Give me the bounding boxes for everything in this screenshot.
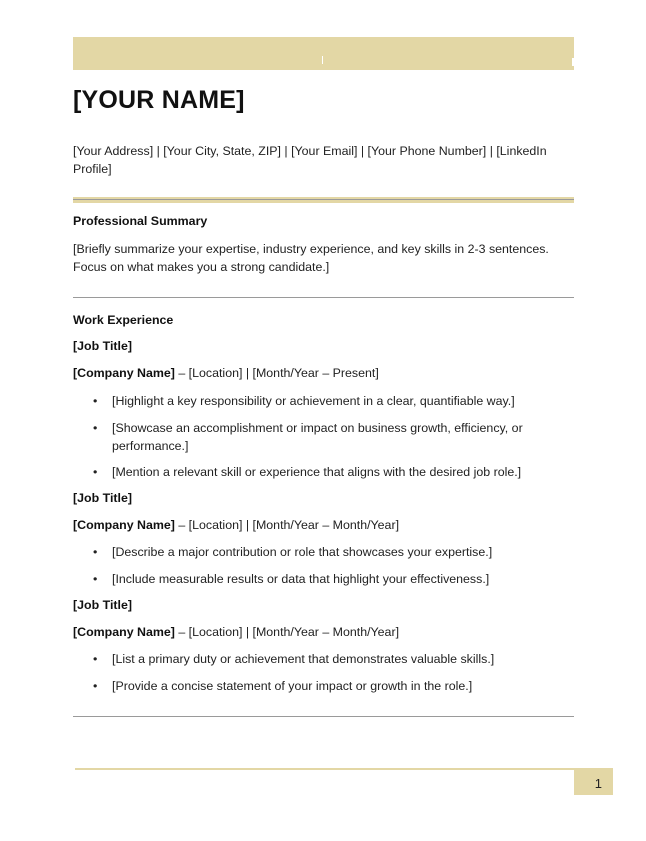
- divider-accent-line: [73, 200, 574, 203]
- list-item-text: [Highlight a key responsibility or achievement in a clear, quantifiable way.]: [112, 394, 515, 408]
- list-item[interactable]: [93, 677, 553, 695]
- resume-name[interactable]: [YOUR NAME]: [73, 86, 245, 114]
- list-item-text: [Include measurable results or data that highlight your effectiveness.]: [112, 572, 490, 586]
- company-name: [Company Name]: [73, 366, 175, 380]
- contact-line[interactable]: [Your Address] | [Your City, State, ZIP] | [Your Email] | [Your Phone Number] | [LinkedIn Profile]: [73, 144, 547, 176]
- section-title-summary[interactable]: Professional Summary: [73, 214, 208, 228]
- bullet-icon: •: [93, 679, 98, 693]
- list-item-text: [Describe a major contribution or role that showcases your expertise.]: [112, 545, 493, 559]
- list-item[interactable]: [93, 419, 553, 455]
- list-item-text: [List a primary duty or achievement that demonstrates valuable skills.]: [112, 652, 495, 666]
- bullet-icon: •: [93, 465, 98, 479]
- job-title[interactable]: [Job Title]: [73, 491, 132, 505]
- list-item[interactable]: [93, 570, 553, 588]
- section-title-experience[interactable]: Work Experience: [73, 313, 174, 327]
- job-details: – [Location] | [Month/Year – Present]: [174, 366, 379, 380]
- job-title[interactable]: [Job Title]: [73, 598, 132, 612]
- header-divider: [73, 197, 574, 204]
- section-divider: [73, 716, 574, 717]
- company-name: [Company Name]: [73, 625, 175, 639]
- page-number: 1: [594, 776, 602, 791]
- bullet-icon: •: [93, 421, 98, 435]
- bullet-icon: •: [93, 394, 98, 408]
- company-name: [Company Name]: [73, 518, 175, 532]
- bullet-icon: •: [93, 572, 98, 586]
- header-cell-divider: [572, 58, 574, 66]
- list-item-text: [Showcase an accomplishment or impact on business growth, efficiency, or performance.]: [112, 421, 523, 453]
- job-title[interactable]: [Job Title]: [73, 339, 132, 353]
- list-item[interactable]: [93, 463, 553, 481]
- section-divider: [73, 297, 574, 298]
- page-number-box: [574, 768, 613, 795]
- job-details: – [Location] | [Month/Year – Month/Year]: [174, 518, 400, 532]
- list-item-text: [Mention a relevant skill or experience that aligns with the desired job role.]: [112, 465, 522, 479]
- header-band: [73, 37, 574, 70]
- company-line[interactable]: [73, 518, 399, 532]
- list-item[interactable]: [93, 650, 553, 668]
- header-cell-divider: [322, 56, 323, 64]
- footer-rule: [75, 768, 574, 770]
- list-item-text: [Provide a concise statement of your impact or growth in the role.]: [112, 679, 473, 693]
- bullet-icon: •: [93, 545, 98, 559]
- summary-text[interactable]: [Briefly summarize your expertise, industry experience, and key skills in 2-3 sentences. Focus on what makes you a strong candidate.]: [73, 242, 549, 274]
- company-line[interactable]: [73, 625, 399, 639]
- list-item[interactable]: [93, 392, 553, 410]
- company-line[interactable]: [73, 366, 379, 380]
- list-item[interactable]: [93, 543, 553, 561]
- bullet-icon: •: [93, 652, 98, 666]
- job-details: – [Location] | [Month/Year – Month/Year]: [174, 625, 400, 639]
